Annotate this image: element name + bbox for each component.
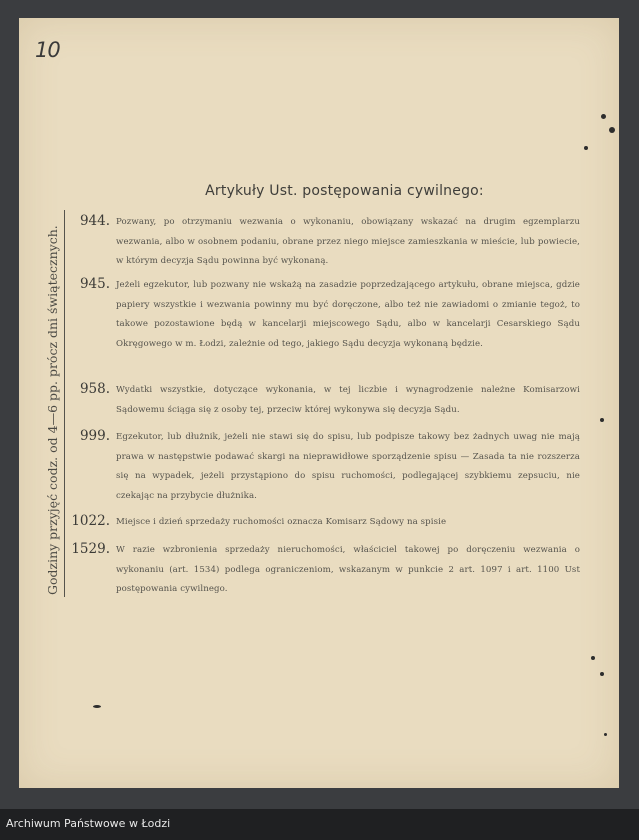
article-text: Miejsce i dzień sprzedaży ruchomości oznacza Komisarz Sądowy na spisie	[116, 517, 447, 527]
article-text: Jeżeli egzekutor, lub pozwany nie wskażą na zasadzie poprzedzającego artykułu, obrane miejsca, gdzie papiery wszystkie i wezwania powinny mu być doręczone, albo też nie zawiadomi o zmianie tegoż, to takowe pozostawione będą w kancelarji miejscowego Sądu, albo w kancelarji Cesarskiego Sądu Okręgowego w m. Łodzi, zależnie od tego, jakiego Sądu decyzja wykonaną będzie.	[116, 280, 580, 349]
article-1529	[70, 541, 580, 600]
article-number: 1022.	[71, 513, 110, 529]
side-note: Godziny przyjęć codz. od 4—6 pp. prócz dni świątecznych.	[45, 225, 60, 595]
article-text: Wydatki wszystkie, dotyczące wykonania, w tej liczbie i wynagrodzenie należne Komisarzowi Sądowemu ściąga się z osoby tej, przeciw której wykonywa się decyzja Sądu.	[116, 385, 580, 415]
article-number: 944.	[79, 213, 110, 229]
paper-speck	[604, 733, 607, 736]
article-number: 1529.	[71, 541, 110, 557]
paper-speck	[601, 114, 606, 119]
paper-speck	[591, 656, 595, 660]
paper-speck	[600, 418, 604, 422]
article-text: W razie wzbronienia sprzedaży nieruchomości, właściciel takowej po doręczeniu wezwania o wykonaniu (art. 1534) podlega ograniczeniom, wskazanym w punkcie 2 art. 1097 i art. 1100 Ust postępowania cywilnego.	[116, 545, 580, 594]
article-number: 999.	[79, 428, 110, 444]
article-945	[70, 276, 580, 354]
page-number: 10	[35, 38, 60, 62]
article-text: Egzekutor, lub dłużnik, jeżeli nie stawi się do spisu, lub podpisze takowy bez żadnych uwag nie mają prawa w następstwie podawać skargi na nieprawidłowe sporządzenie spisu — Zasada ta nie rozszerza się na wypadek, jeżeli przystąpiono do spisu ruchomości, podlegającej szybkiemu zepsuciu, nie czekając na przybycie dłużnika.	[116, 432, 580, 501]
paper-speck	[584, 146, 588, 150]
paper-speck	[600, 672, 604, 676]
article-944	[70, 213, 580, 272]
article-number: 945.	[79, 276, 110, 292]
archive-label: Archiwum Państwowe w Łodzi	[6, 817, 171, 830]
article-1022	[70, 513, 580, 533]
paper-speck	[609, 127, 615, 133]
article-999	[70, 428, 580, 506]
document-title: Artykuły Ust. postępowania cywilnego:	[205, 183, 484, 199]
article-text: Pozwany, po otrzymaniu wezwania o wykonaniu, obowiązany wskazać na drugim egzemplarzu wezwania, albo w osobnem podaniu, obrane przez niego miejsce zamieszkania w mieście, lub powiecie, w którym decyzja Sądu powinna być wykonaną.	[116, 217, 580, 266]
paper-speck	[93, 705, 101, 708]
article-958	[70, 381, 580, 420]
article-number: 958.	[79, 381, 110, 397]
